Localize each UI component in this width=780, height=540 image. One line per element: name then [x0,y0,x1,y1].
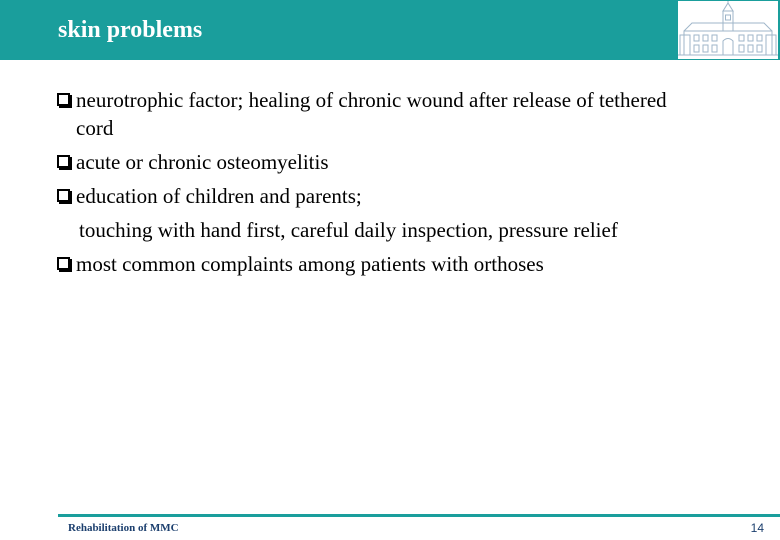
bullet-text: neurotrophic factor; healing of chronic wound after release of tethered [76,88,667,112]
list-item [56,182,766,210]
bullet-continuation: cord [76,116,114,140]
slide-title: skin problems [58,17,203,43]
header-bar [0,0,780,60]
checkbox-bullet-icon [57,189,70,202]
list-item [56,250,766,278]
checkbox-bullet-icon [57,257,70,270]
university-building-logo-icon [678,1,778,59]
list-item [56,86,766,142]
bullet-text: acute or chronic osteomyelitis [76,150,329,174]
bullet-list [56,86,766,284]
checkbox-bullet-icon [57,93,70,106]
logo-drawing [678,1,778,59]
list-item [56,148,766,176]
bullet-text: most common complaints among patients with orthoses [76,252,544,276]
footer-course-title: Rehabilitation of MMC [68,522,179,534]
bullet-continuation: touching with hand first, careful daily inspection, pressure relief [79,218,618,242]
checkbox-bullet-icon [57,155,70,168]
bullet-text: education of children and parents; [76,184,362,208]
footer-divider [58,514,780,517]
page-number: 14 [750,521,764,535]
